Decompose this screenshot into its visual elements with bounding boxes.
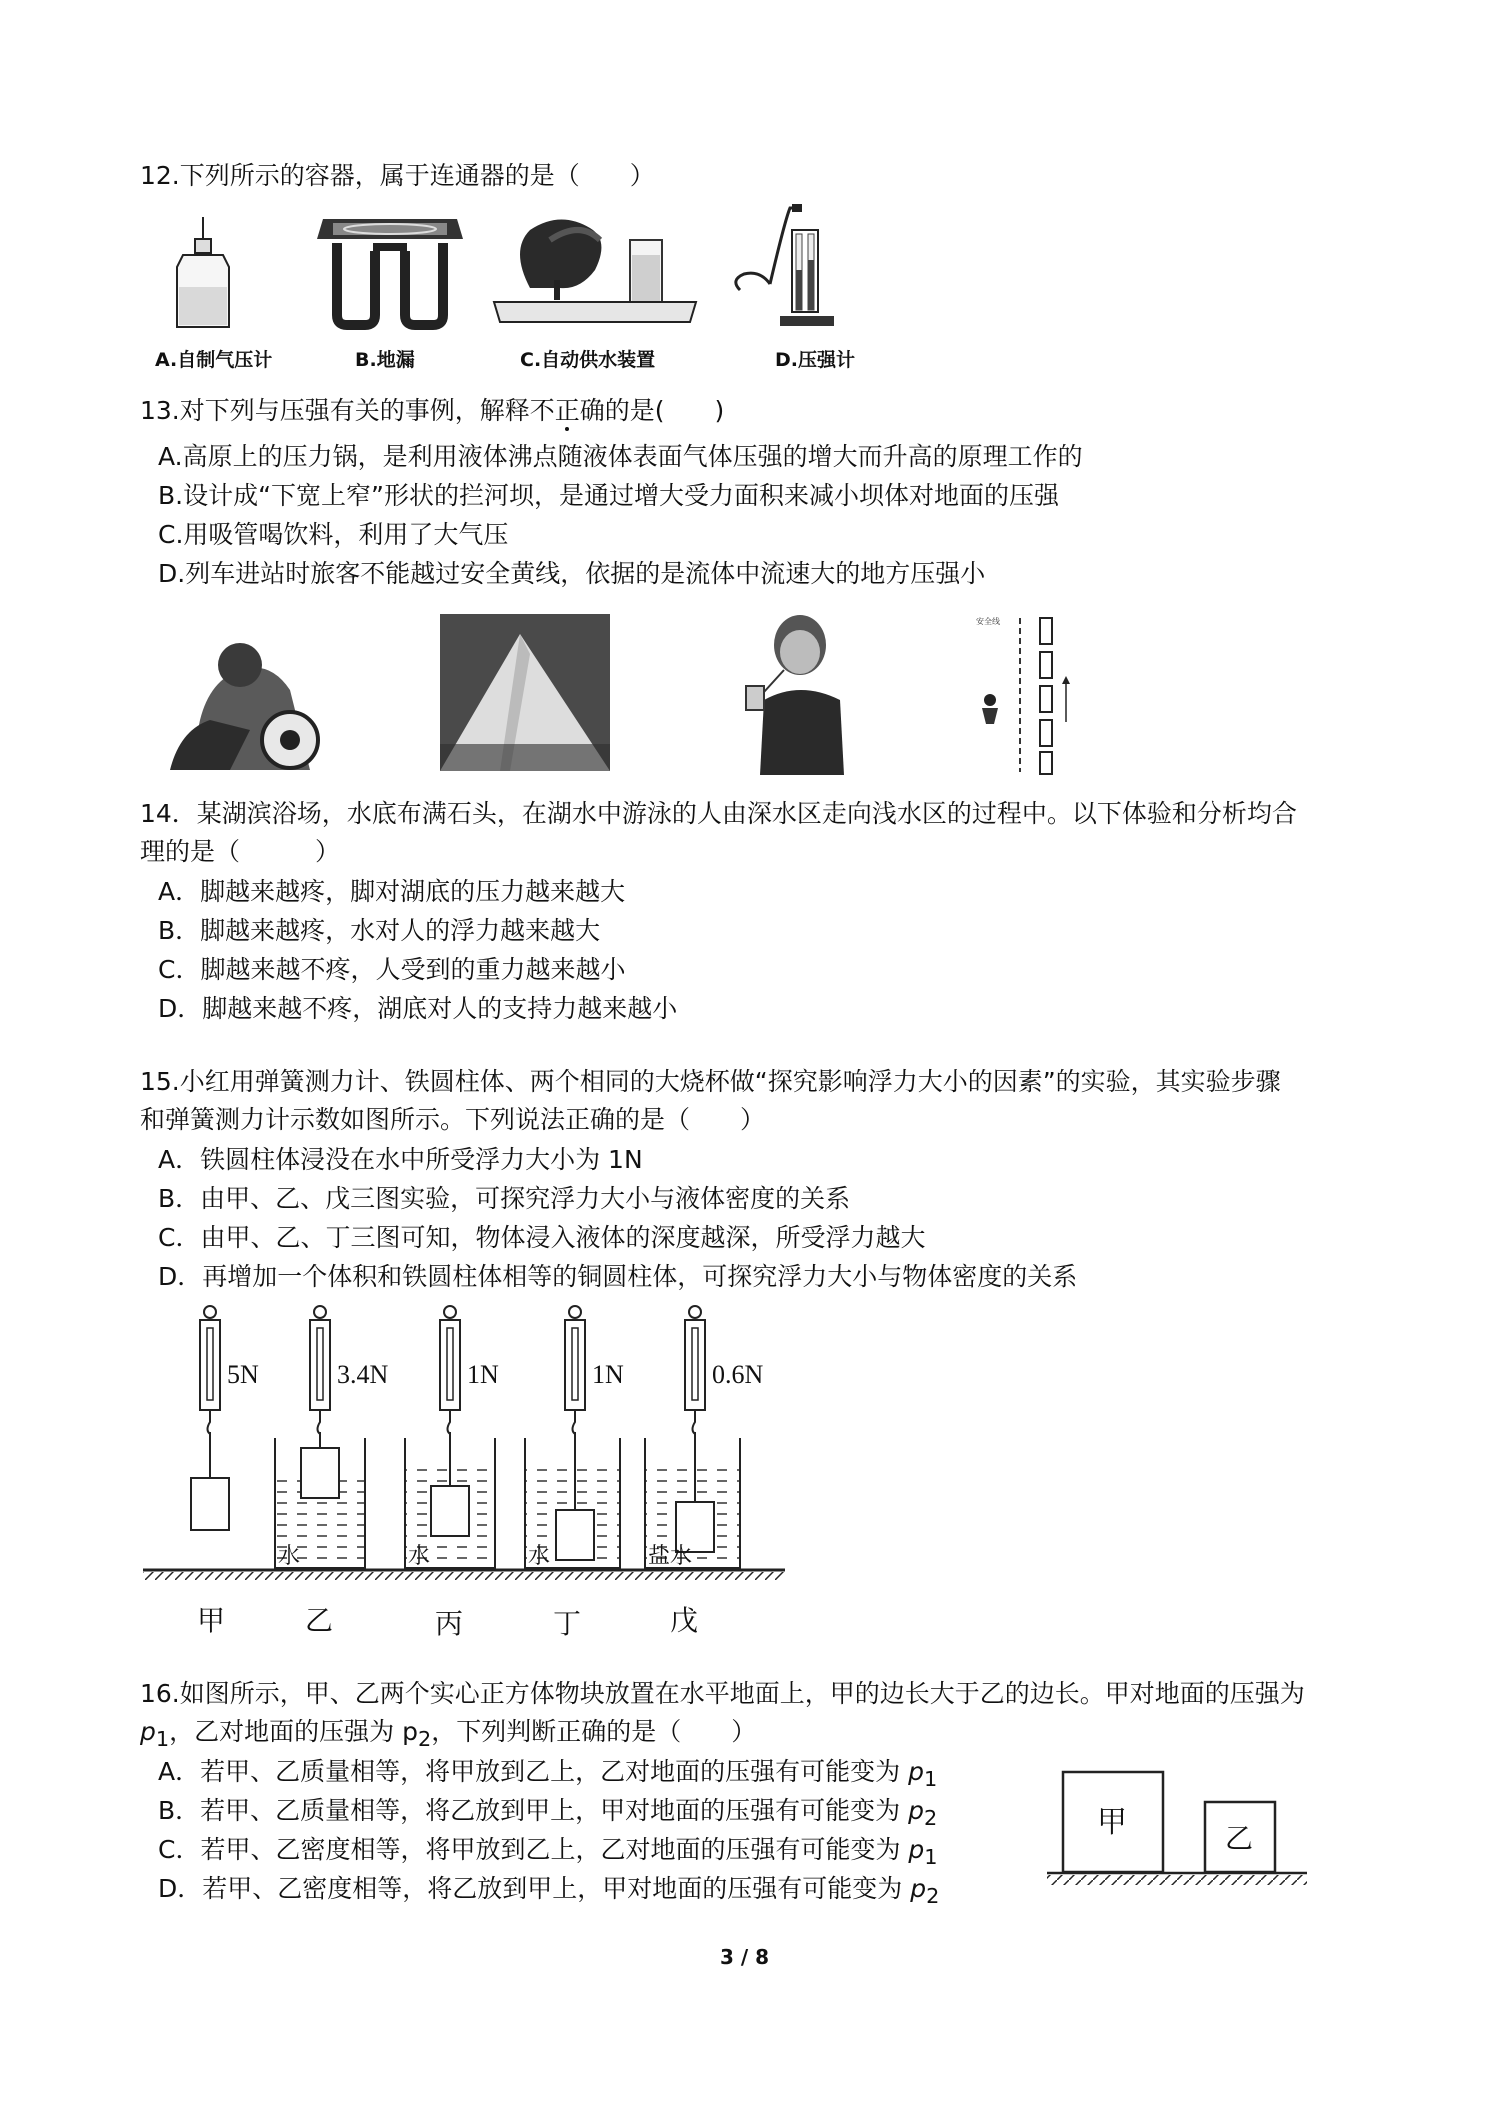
q15-option-c: C．由甲、乙、丁三图可知，物体浸入液体的深度越深，所受浮力越大 — [158, 1223, 926, 1252]
q12-stem: 12.下列所示的容器，属于连通器的是（ ） — [140, 161, 655, 190]
q12-caption-d: D.压强计 — [775, 349, 855, 371]
scale-bing — [405, 1306, 495, 1568]
svg-text:安全线: 安全线 — [976, 617, 1000, 626]
q16-stem-line1: 16.如图所示，甲、乙两个实心正方体物块放置在水平地面上，甲的边长大于乙的边长。甲对地面的压强为 — [140, 1679, 1305, 1708]
cylinder-ding — [556, 1510, 594, 1560]
auto-water-supply-icon — [490, 210, 700, 330]
q14-option-c: C．脚越来越不疼，人受到的重力越来越小 — [158, 955, 626, 984]
scale-jia — [191, 1306, 229, 1530]
q13-option-d: D.列车进站时旅客不能越过安全黄线，依据的是流体中流速大的地方压强小 — [158, 559, 986, 588]
page-number: 3 / 8 — [720, 1945, 770, 1969]
q14-option-b: B．脚越来越疼，水对人的浮力越来越大 — [158, 916, 601, 945]
reading-wu: 0.6N — [712, 1360, 764, 1389]
reading-ding: 1N — [592, 1360, 624, 1389]
reading-yi: 3.4N — [337, 1360, 389, 1389]
q14-stem-line2: 理的是（ ） — [140, 837, 341, 866]
q12-caption-b: B.地漏 — [355, 349, 415, 371]
ground-hatch — [143, 1572, 785, 1580]
q16-stem-line2: $p_1$，乙对地面的压强为 $p_2$，下列判断正确的是（ ） — [140, 1717, 757, 1751]
label-bing: 丙 — [435, 1609, 464, 1640]
q16-option-b: B．若甲、乙质量相等，将乙放到甲上，甲对地面的压强有可能变为 $p_2$ — [158, 1796, 938, 1830]
buoyancy-experiment-figure — [135, 1300, 800, 1645]
cylinder-yi — [301, 1448, 339, 1498]
train-platform-diagram — [960, 612, 1090, 777]
q15-option-a: A．铁圆柱体浸没在水中所受浮力大小为 1N — [158, 1145, 643, 1174]
blocks-figure — [1045, 1760, 1320, 1890]
q14-option-a: A．脚越来越疼，脚对湖底的压力越来越大 — [158, 877, 626, 906]
q15-stem-line2: 和弹簧测力计示数如图所示。下列说法正确的是（ ） — [140, 1105, 766, 1134]
q13-stem: 13.对下列与压强有关的事例，解释不正确的是( ) — [140, 396, 725, 425]
cylinder-jia — [191, 1478, 229, 1530]
q13-option-c: C.用吸管喝饮料，利用了大气压 — [158, 520, 509, 549]
q14-stem-line1: 14．某湖滨浴场，水底布满石头，在湖水中游泳的人由深水区走向浅水区的过程中。以下体验和分析均合 — [140, 799, 1297, 828]
liquid-label-bing: 水 — [408, 1543, 431, 1568]
label-yi: 乙 — [305, 1606, 334, 1637]
q13-option-a: A.高原上的压力锅，是利用液体沸点随液体表面气体压强的增大而升高的原理工作的 — [158, 442, 1083, 471]
pressure-gauge-icon — [730, 200, 840, 335]
label-jia: 甲 — [197, 1606, 226, 1637]
dam-photo — [440, 614, 610, 771]
q16-option-c: C．若甲、乙密度相等，将甲放到乙上，乙对地面的压强有可能变为 $p_1$ — [158, 1835, 938, 1869]
label-ding: 丁 — [553, 1609, 582, 1640]
liquid-label-wu: 盐水 — [648, 1543, 693, 1568]
q15-option-d: D．再增加一个体积和铁圆柱体相等的铜圆柱体，可探究浮力大小与物体密度的关系 — [158, 1262, 1078, 1291]
scale-yi — [275, 1306, 365, 1568]
floor-drain-icon — [315, 215, 465, 330]
reading-bing: 1N — [467, 1360, 499, 1389]
q13-option-b: B.设计成“下宽上窄”形状的拦河坝，是通过增大受力面积来减小坝体对地面的压强 — [158, 481, 1060, 510]
q16-option-d: D．若甲、乙密度相等，将乙放到甲上，甲对地面的压强有可能变为 $p_2$ — [158, 1874, 940, 1908]
scale-wu — [645, 1306, 740, 1568]
q12-caption-a: A.自制气压计 — [155, 349, 273, 371]
cylinder-bing — [431, 1486, 469, 1536]
scale-ding — [525, 1306, 620, 1568]
q15-option-b: B．由甲、乙、戊三图实验，可探究浮力大小与液体密度的关系 — [158, 1184, 851, 1213]
block-jia-label: 甲 — [1097, 1806, 1127, 1839]
q16-option-a: A．若甲、乙质量相等，将甲放到乙上，乙对地面的压强有可能变为 $p_1$ — [158, 1757, 938, 1791]
block-yi-label: 乙 — [1225, 1824, 1254, 1855]
boy-drinking-photo — [740, 610, 860, 775]
reading-jia: 5N — [227, 1360, 259, 1389]
label-wu: 戊 — [670, 1606, 699, 1637]
liquid-label-yi: 水 — [278, 1543, 301, 1568]
q13-emphasis: 不正确 — [529, 396, 605, 425]
q15-stem-line1: 15.小红用弹簧测力计、铁圆柱体、两个相同的大烧杯做“探究影响浮力大小的因素”的实验，其实验步骤 — [140, 1067, 1281, 1096]
q12-caption-c: C.自动供水装置 — [520, 349, 656, 371]
pressure-cooker-photo — [170, 620, 330, 770]
liquid-label-ding: 水 — [528, 1543, 551, 1568]
q14-option-d: D．脚越来越不疼，湖底对人的支持力越来越小 — [158, 994, 678, 1023]
barometer-bottle-icon — [165, 215, 245, 335]
